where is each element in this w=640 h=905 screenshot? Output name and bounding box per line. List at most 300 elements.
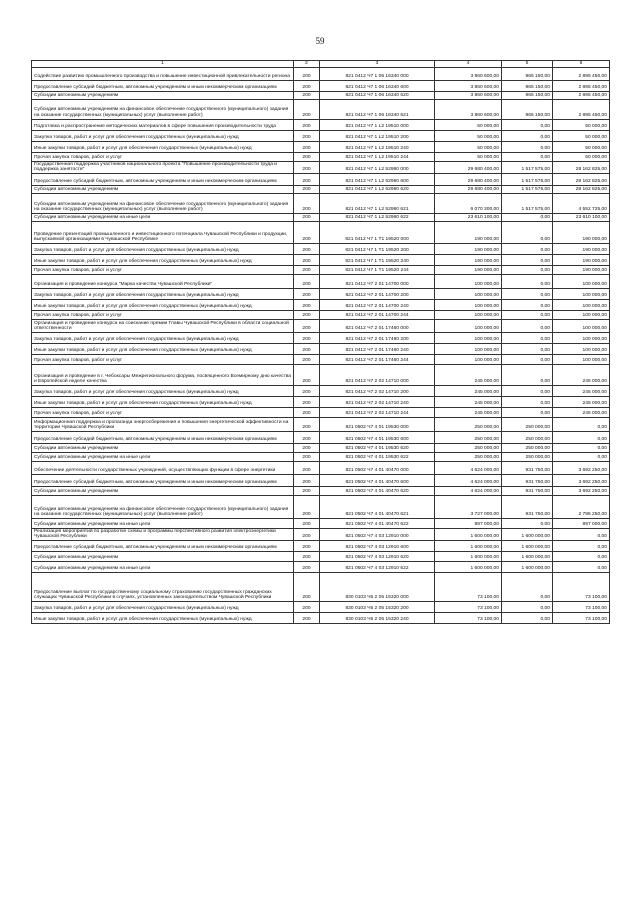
table-row [32,572,610,601]
table-row [32,461,610,474]
row-amount: 190 000,00 [435,254,502,265]
row-amount-change: 1 600 000,00 [502,561,553,572]
row-classification: 821 0502 Ч7 4 03 12910 000 [320,528,435,540]
row-amount-change: 0,00 [502,288,553,299]
row-amount: 190 000,00 [435,243,502,254]
row-classification: 821 0502 Ч7 4 01 19530 620 [320,443,435,452]
row-amount-change: 0,00 [502,319,553,332]
table-row [32,540,610,551]
row-amount: 1 600 000,00 [435,540,502,551]
row-amount-new: 190 000,00 [553,254,610,265]
row-amount-change: 0,00 [502,130,553,141]
row-amount-change: 250 000,00 [502,452,553,461]
row-description: Предоставление выплат по государственному социальному страхованию государственных гражданских служащих Чувашской Республики в случаях, установленных законодательством Чувашской Республики [32,572,294,601]
row-classification: 821 0412 Ч7 1 L2 52960 600 [320,173,435,185]
row-description: Закупка товаров, работ и услуг для обеспечения государственных (муниципальных) нужд [32,385,294,396]
row-code: 200 [294,354,320,364]
row-description: Реализация мероприятий по разработке схемы и программы перспективного развития электроэнергетики Чувашской Республики [32,528,294,540]
table-row [32,288,610,299]
table-row [32,67,610,80]
row-amount-change: 0,00 [502,518,553,528]
row-code: 200 [294,67,320,80]
row-classification: 821 0412 Ч7 1 06 16340 600 [320,80,435,91]
row-classification: 821 0502 Ч7 4 01 40470 600 [320,474,435,486]
row-classification: 821 0502 Ч7 4 03 12910 600 [320,540,435,551]
row-classification: 821 0412 Ч7 1 L2 52960 000 [320,161,435,173]
table-row [32,443,610,452]
row-description: Субсидии автономным учреждениям [32,486,294,495]
table-row [32,601,610,612]
row-amount-change: 250 000,00 [502,417,553,431]
row-amount-change: 0,00 [502,612,553,623]
row-classification: 821 0412 Ч7 2 01 14700 000 [320,274,435,288]
row-amount: 190 000,00 [435,221,502,243]
row-amount: 897 000,00 [435,518,502,528]
row-amount: 245 000,00 [435,364,502,385]
row-description: Субсидии автономным учреждениям на финансовое обеспечение государственного (муниципального) задания на оказание государственных (муниципальных) услуг (выполнение работ) [32,99,294,119]
row-amount-change: 0,00 [502,265,553,274]
row-code: 200 [294,99,320,119]
row-amount-change: 931 750,00 [502,461,553,474]
row-amount-new: 0,00 [553,417,610,431]
page-number: 59 [315,36,325,46]
row-description: Обеспечение деятельности государственных учреждений, осуществляющих функции в сфере энергетики [32,461,294,474]
table-row [32,343,610,354]
row-classification: 821 0502 Ч7 4 01 40470 621 [320,495,435,518]
row-amount: 29 680 400,00 [435,185,502,193]
table-row [32,221,610,243]
row-amount-change: 0,00 [502,213,553,221]
row-code: 200 [294,119,320,130]
row-amount-new: 245 000,00 [553,407,610,417]
row-description: Иные закупки товаров, работ и услуг для обеспечения государственных (муниципальных) нужд [32,612,294,623]
row-description: Государственная поддержка участников национального проекта "Повышение производительности труда и поддержка занятости" [32,161,294,173]
row-amount: 73 100,00 [435,572,502,601]
row-code: 200 [294,528,320,540]
row-amount-change: 0,00 [502,343,553,354]
row-code: 200 [294,343,320,354]
row-code: 200 [294,319,320,332]
table-row [32,452,610,461]
row-amount: 50 000,00 [435,130,502,141]
table-row [32,551,610,561]
row-amount-change: 1 600 000,00 [502,528,553,540]
row-amount-change: 0,00 [502,274,553,288]
row-description: Предоставление субсидий бюджетным, автономным учреждениям и иным некоммерческим организациям [32,540,294,551]
row-classification: 821 0502 Ч7 4 03 12910 620 [320,551,435,561]
row-amount-change: 0,00 [502,221,553,243]
row-code: 200 [294,417,320,431]
row-amount: 3 860 600,00 [435,99,502,119]
row-description: Иные закупки товаров, работ и услуг для обеспечения государственных (муниципальных) нужд [32,396,294,407]
row-amount: 73 100,00 [435,612,502,623]
row-amount: 50 000,00 [435,141,502,152]
row-description: Прочая закупка товаров, работ и услуг [32,407,294,417]
row-amount: 250 000,00 [435,417,502,431]
row-code: 200 [294,332,320,343]
row-classification: 830 0103 Ч5 2 05 15320 200 [320,601,435,612]
row-amount: 245 000,00 [435,407,502,417]
row-code: 200 [294,612,320,623]
table-row [32,130,610,141]
table-row [32,80,610,91]
row-code: 200 [294,431,320,443]
row-code: 200 [294,161,320,173]
row-amount: 29 680 400,00 [435,161,502,173]
row-description: Субсидии автономным учреждениям [32,443,294,452]
row-amount-new: 0,00 [553,561,610,572]
row-description: Субсидии автономным учреждениям на иные цели [32,561,294,572]
row-amount-change: 965 150,00 [502,91,553,99]
row-code: 200 [294,474,320,486]
row-amount: 3 860 600,00 [435,67,502,80]
row-code: 200 [294,80,320,91]
table-row [32,310,610,319]
row-amount-new: 0,00 [553,443,610,452]
row-description: Закупка товаров, работ и услуг для обеспечения государственных (муниципальных) нужд [32,601,294,612]
row-amount-change: 1 517 575,00 [502,173,553,185]
row-amount-change: 0,00 [502,119,553,130]
table-row [32,274,610,288]
row-code: 200 [294,452,320,461]
row-amount-new: 50 000,00 [553,152,610,161]
row-amount-new: 28 162 825,00 [553,173,610,185]
column-number: 3 [320,61,435,68]
row-classification: 821 0412 Ч7 1 L2 19510 244 [320,152,435,161]
row-code: 200 [294,364,320,385]
row-description: Закупка товаров, работ и услуг для обеспечения государственных (муниципальных) нужд [32,130,294,141]
row-amount-new: 100 000,00 [553,332,610,343]
row-code: 200 [294,243,320,254]
row-code: 200 [294,396,320,407]
row-classification: 821 0412 Ч7 2 02 14710 000 [320,364,435,385]
column-number: 1 [32,61,294,68]
row-description: Субсидии автономным учреждениям на иные цели [32,518,294,528]
row-amount-change: 0,00 [502,243,553,254]
row-description: Прочая закупка товаров, работ и услуг [32,152,294,161]
table-row [32,185,610,193]
row-amount: 4 624 000,00 [435,486,502,495]
row-classification: 821 0412 Ч7 1 L2 52960 621 [320,193,435,213]
table-row [32,141,610,152]
row-amount-new: 0,00 [553,540,610,551]
row-classification: 821 0412 Ч7 1 06 16340 000 [320,67,435,80]
row-amount-new: 100 000,00 [553,288,610,299]
row-classification: 830 0103 Ч5 2 05 15320 240 [320,612,435,623]
row-amount-new: 897 000,00 [553,518,610,528]
column-number: 6 [553,61,610,68]
row-code: 200 [294,486,320,495]
row-amount: 50 000,00 [435,152,502,161]
row-code: 200 [294,407,320,417]
row-code: 200 [294,540,320,551]
table-row [32,299,610,310]
row-amount-new: 3 692 250,00 [553,474,610,486]
row-description: Иные закупки товаров, работ и услуг для обеспечения государственных (муниципальных) нужд [32,299,294,310]
row-description: Субсидии автономным учреждениям [32,185,294,193]
row-amount-new: 73 100,00 [553,572,610,601]
row-amount-change: 0,00 [502,364,553,385]
row-amount-new: 100 000,00 [553,319,610,332]
row-amount-change: 1 517 575,00 [502,193,553,213]
table-row [32,265,610,274]
budget-table [31,60,610,624]
row-code: 200 [294,213,320,221]
row-code: 200 [294,265,320,274]
row-code: 200 [294,551,320,561]
row-amount: 50 000,00 [435,119,502,130]
row-classification: 821 0412 Ч7 2 02 14710 200 [320,385,435,396]
table-row [32,254,610,265]
row-classification: 830 0103 Ч5 2 05 15320 000 [320,572,435,601]
table-row [32,152,610,161]
table-row [32,385,610,396]
row-amount-new: 3 692 250,00 [553,461,610,474]
row-description: Закупка товаров, работ и услуг для обеспечения государственных (муниципальных) нужд [32,288,294,299]
table-row [32,407,610,417]
row-amount-new: 100 000,00 [553,299,610,310]
table-row [32,474,610,486]
row-amount-change: 931 750,00 [502,474,553,486]
row-amount-new: 73 100,00 [553,612,610,623]
table-row [32,332,610,343]
row-description: Субсидии автономным учреждениям на иные цели [32,213,294,221]
row-description: Закупка товаров, работ и услуг для обеспечения государственных (муниципальных) нужд [32,332,294,343]
row-amount: 245 000,00 [435,385,502,396]
row-amount: 73 100,00 [435,601,502,612]
row-description: Субсидии автономным учреждениям [32,551,294,561]
row-classification: 821 0412 Ч7 2 01 14700 200 [320,288,435,299]
row-amount: 1 600 000,00 [435,551,502,561]
row-description: Субсидии автономным учреждениям на финансовое обеспечение государственного (муниципального) задания на оказание государственных (муниципальных) услуг (выполнение работ) [32,193,294,213]
row-amount: 250 000,00 [435,443,502,452]
row-amount: 4 624 000,00 [435,474,502,486]
row-amount-new: 28 162 825,00 [553,185,610,193]
row-amount-change: 0,00 [502,254,553,265]
row-amount-new: 100 000,00 [553,310,610,319]
row-code: 200 [294,518,320,528]
row-code: 200 [294,601,320,612]
row-amount: 100 000,00 [435,354,502,364]
row-code: 200 [294,193,320,213]
row-classification: 821 0412 Ч7 1 06 16340 620 [320,91,435,99]
row-amount-new: 50 000,00 [553,130,610,141]
row-description: Организация и проведение в г. Чебоксары Межрегионального форума, посвященного Всемирному дню качества и Европейской неделе качества [32,364,294,385]
table-row [32,561,610,572]
row-amount-change: 1 600 000,00 [502,540,553,551]
row-classification: 821 0412 Ч7 2 01 17460 244 [320,354,435,364]
row-amount-change: 1 600 000,00 [502,551,553,561]
row-description: Организация и проведение конкурса на соискание премии Главы Чувашской Республики в области социальной ответственности [32,319,294,332]
row-code: 200 [294,495,320,518]
row-code: 200 [294,221,320,243]
row-amount-new: 2 895 450,00 [553,99,610,119]
row-description: Субсидии автономным учреждениям на иные цели [32,452,294,461]
row-description: Подготовка и распространение методических материалов в сфере повышения производительности труда [32,119,294,130]
row-amount: 250 000,00 [435,431,502,443]
column-number: 2 [294,61,320,68]
row-amount-change: 1 517 575,00 [502,161,553,173]
row-classification: 821 0412 Ч7 1 Т1 19520 240 [320,254,435,265]
row-amount: 100 000,00 [435,274,502,288]
row-classification: 821 0412 Ч7 2 02 14710 244 [320,407,435,417]
row-description: Организация и проведение конкурса "Марка качества Чувашской Республики" [32,274,294,288]
row-classification: 821 0412 Ч7 1 L2 19510 200 [320,130,435,141]
row-description: Прочая закупка товаров, работ и услуг [32,354,294,364]
row-description: Прочая закупка товаров, работ и услуг [32,310,294,319]
table-row [32,354,610,364]
row-classification: 821 0412 Ч7 1 L2 52960 620 [320,185,435,193]
row-description: Содействие развитию промышленного производства и повышение инвестиционной привлекательности региона [32,67,294,80]
row-amount: 100 000,00 [435,332,502,343]
row-classification: 821 0502 Ч7 4 01 40470 622 [320,518,435,528]
row-amount: 3 860 600,00 [435,80,502,91]
table-row [32,173,610,185]
row-amount: 23 610 100,00 [435,213,502,221]
row-amount-change: 0,00 [502,407,553,417]
row-amount: 1 600 000,00 [435,528,502,540]
row-amount-change: 965 150,00 [502,99,553,119]
row-amount: 100 000,00 [435,299,502,310]
row-amount: 100 000,00 [435,343,502,354]
table-row [32,99,610,119]
row-code: 200 [294,274,320,288]
row-classification: 821 0412 Ч7 1 L2 52960 622 [320,213,435,221]
row-amount-new: 23 610 100,00 [553,213,610,221]
row-amount: 250 000,00 [435,452,502,461]
row-code: 200 [294,443,320,452]
row-amount-new: 190 000,00 [553,243,610,254]
row-amount: 100 000,00 [435,319,502,332]
row-amount-new: 100 000,00 [553,274,610,288]
table-row [32,119,610,130]
row-description: Проведение презентаций промышленного и инвестиционного потенциала Чувашской Республики и продукции, выпускаемой организациями в Чувашской Республике [32,221,294,243]
table-row [32,161,610,173]
row-amount: 29 680 400,00 [435,173,502,185]
row-code: 200 [294,173,320,185]
row-amount-new: 0,00 [553,528,610,540]
row-amount-change: 0,00 [502,152,553,161]
row-code: 200 [294,130,320,141]
row-amount-change: 0,00 [502,572,553,601]
row-amount: 100 000,00 [435,288,502,299]
row-classification: 821 0502 Ч7 4 03 12910 622 [320,561,435,572]
row-amount-change: 0,00 [502,396,553,407]
row-classification: 821 0412 Ч7 2 01 17460 200 [320,332,435,343]
row-classification: 821 0412 Ч7 1 06 16340 621 [320,99,435,119]
column-number-row [32,61,610,68]
row-amount: 4 624 000,00 [435,461,502,474]
row-amount-new: 0,00 [553,551,610,561]
row-code: 200 [294,561,320,572]
table-row [32,417,610,431]
row-amount-change: 0,00 [502,141,553,152]
row-amount-new: 2 795 250,00 [553,495,610,518]
row-amount-new: 0,00 [553,452,610,461]
row-code: 200 [294,572,320,601]
row-amount-new: 190 000,00 [553,221,610,243]
row-classification: 821 0412 Ч7 1 Т1 19520 000 [320,221,435,243]
row-amount-new: 190 000,00 [553,265,610,274]
row-amount-change: 0,00 [502,601,553,612]
row-description: Предоставление субсидий бюджетным, автономным учреждениям и иным некоммерческим организациям [32,173,294,185]
table-row [32,528,610,540]
row-classification: 821 0412 Ч7 1 L2 19510 240 [320,141,435,152]
row-description: Предоставление субсидий бюджетным, автономным учреждениям и иным некоммерческим организациям [32,474,294,486]
row-description: Иные закупки товаров, работ и услуг для обеспечения государственных (муниципальных) нужд [32,141,294,152]
table-row [32,396,610,407]
row-description: Иные закупки товаров, работ и услуг для обеспечения государственных (муниципальных) нужд [32,343,294,354]
row-amount-new: 245 000,00 [553,385,610,396]
row-amount-new: 2 895 450,00 [553,91,610,99]
table-row [32,193,610,213]
row-code: 200 [294,288,320,299]
row-classification: 821 0412 Ч7 1 Т1 19520 200 [320,243,435,254]
row-description: Предоставление субсидий бюджетным, автономным учреждениям и иным некоммерческим организациям [32,431,294,443]
row-code: 200 [294,91,320,99]
row-amount-new: 28 162 825,00 [553,161,610,173]
table-row [32,91,610,99]
row-classification: 821 0412 Ч7 2 01 14700 244 [320,310,435,319]
row-classification: 821 0502 Ч7 4 01 19530 000 [320,417,435,431]
row-code: 200 [294,254,320,265]
table-row [32,431,610,443]
row-code: 200 [294,141,320,152]
row-classification: 821 0502 Ч7 4 01 40470 620 [320,486,435,495]
row-classification: 821 0412 Ч7 2 01 17460 000 [320,319,435,332]
row-amount: 1 600 000,00 [435,561,502,572]
row-amount-change: 0,00 [502,299,553,310]
row-code: 200 [294,461,320,474]
row-amount-change: 965 150,00 [502,80,553,91]
row-amount-new: 2 895 450,00 [553,67,610,80]
table-row [32,518,610,528]
row-amount-change: 250 000,00 [502,431,553,443]
row-amount: 3 860 600,00 [435,91,502,99]
row-amount: 6 070 300,00 [435,193,502,213]
row-amount-change: 0,00 [502,310,553,319]
row-classification: 821 0502 Ч7 4 01 19530 600 [320,431,435,443]
row-amount-new: 3 692 250,00 [553,486,610,495]
row-description: Предоставление субсидий бюджетным, автономным учреждениям и иным некоммерческим организациям [32,80,294,91]
row-amount-change: 931 750,00 [502,486,553,495]
row-amount-new: 0,00 [553,431,610,443]
table-row [32,612,610,623]
row-amount-new: 73 100,00 [553,601,610,612]
row-amount-change: 931 750,00 [502,495,553,518]
row-amount-change: 0,00 [502,385,553,396]
row-amount: 100 000,00 [435,310,502,319]
column-number: 4 [435,61,502,68]
row-amount-change: 1 517 575,00 [502,185,553,193]
table-row [32,319,610,332]
row-amount-new: 100 000,00 [553,343,610,354]
row-amount-new: 245 000,00 [553,364,610,385]
row-amount-change: 0,00 [502,332,553,343]
row-code: 200 [294,385,320,396]
row-description: Закупка товаров, работ и услуг для обеспечения государственных (муниципальных) нужд [32,243,294,254]
row-amount: 3 727 000,00 [435,495,502,518]
row-amount-change: 250 000,00 [502,443,553,452]
row-classification: 821 0412 Ч7 2 01 17460 240 [320,343,435,354]
row-description: Субсидии автономным учреждениям [32,91,294,99]
row-amount-new: 100 000,00 [553,354,610,364]
row-classification: 821 0502 Ч7 4 01 19530 622 [320,452,435,461]
row-amount-new: 245 000,00 [553,396,610,407]
row-amount-new: 50 000,00 [553,119,610,130]
row-code: 200 [294,299,320,310]
row-classification: 821 0412 Ч7 1 Т1 19520 244 [320,265,435,274]
